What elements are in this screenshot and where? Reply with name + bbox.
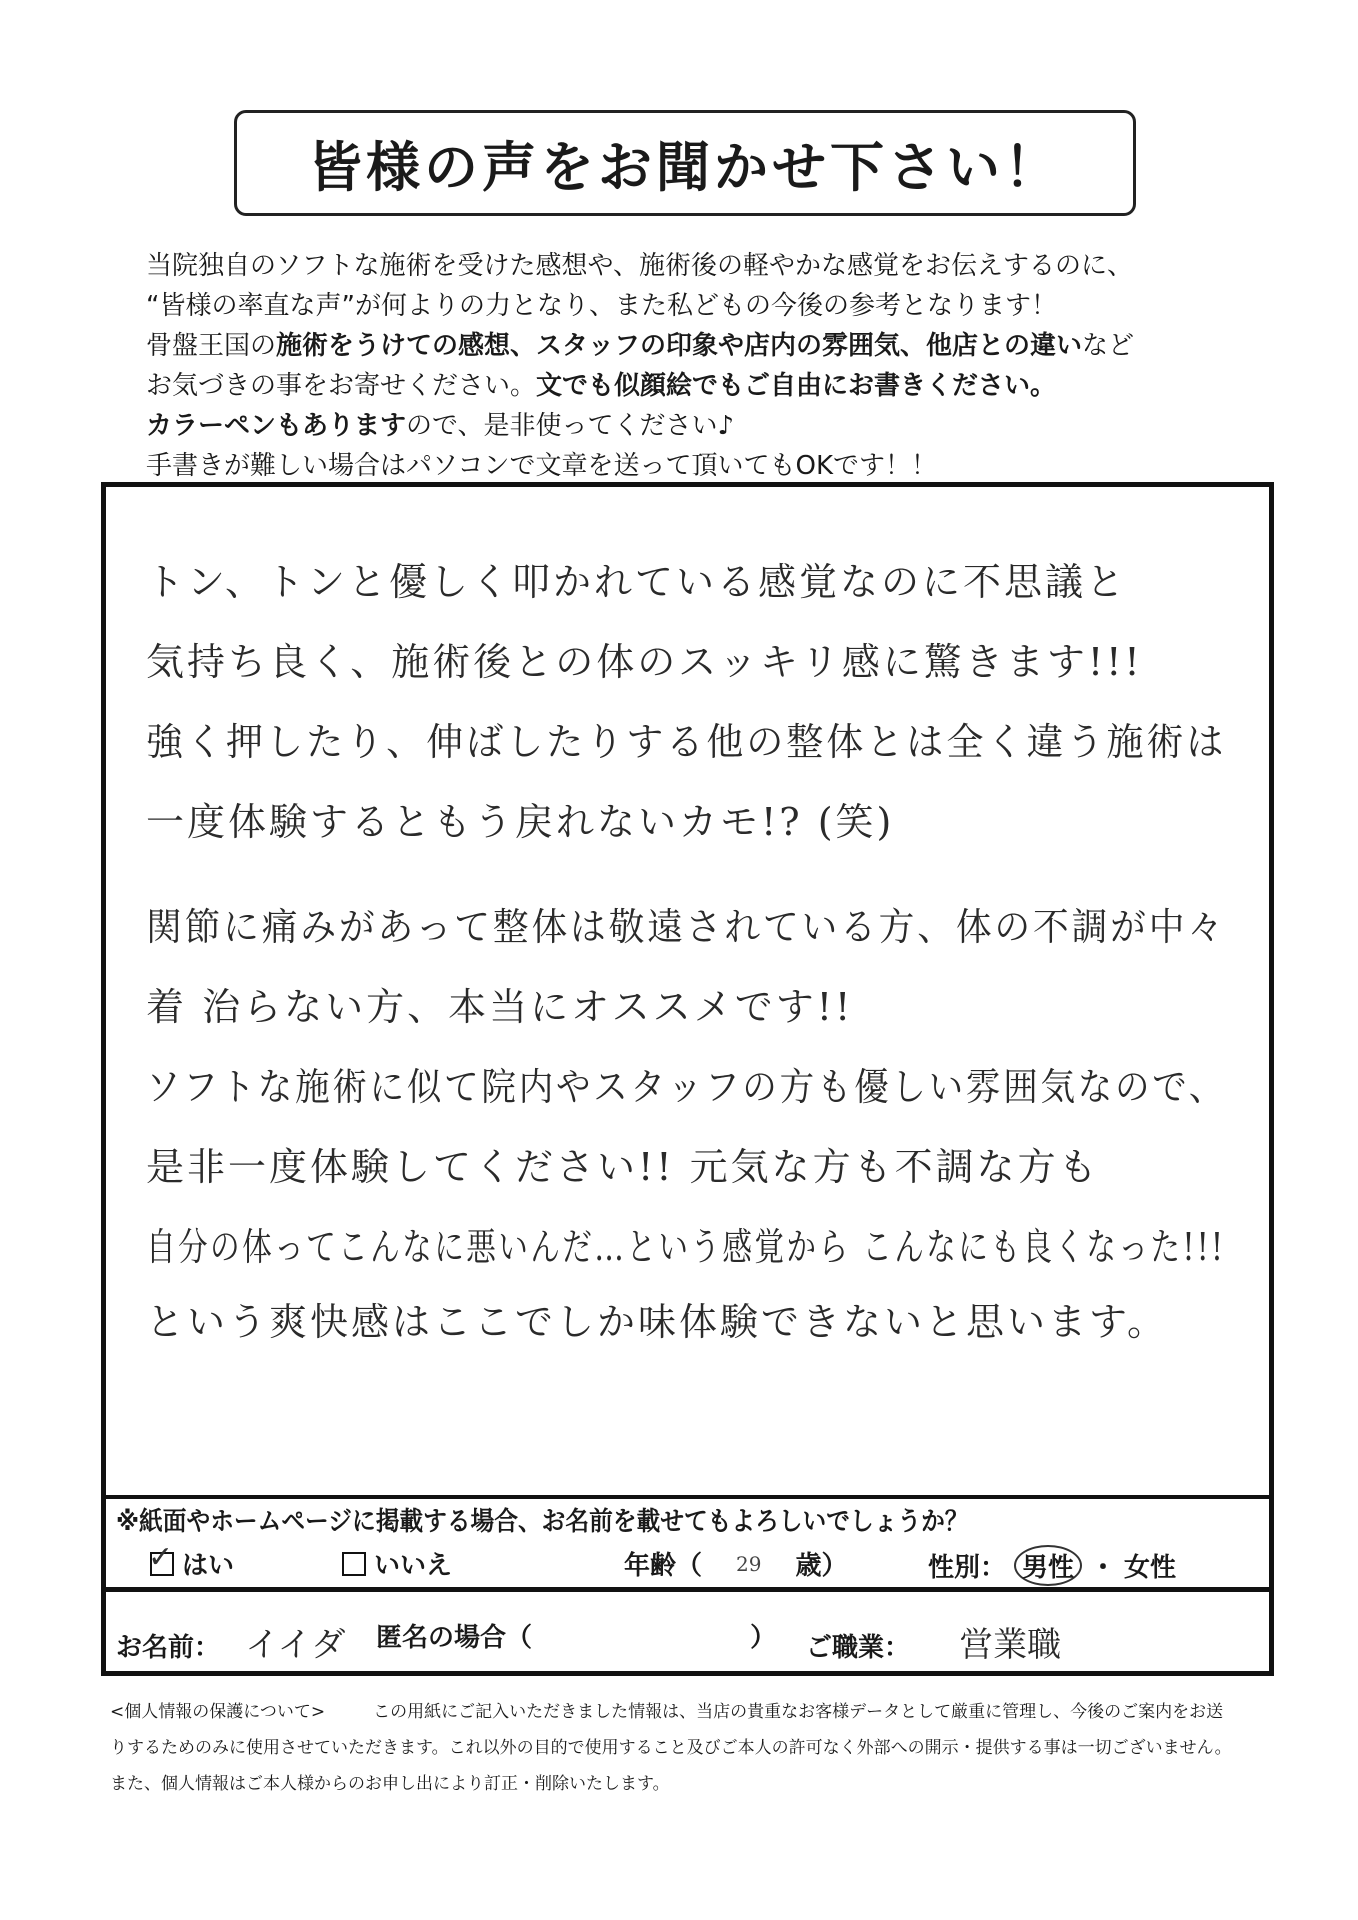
age-suffix: 歳） xyxy=(795,1551,848,1581)
intro-line-5b: ので、是非使ってください♪ xyxy=(406,411,735,441)
intro-line-5a: カラーペンもあります xyxy=(146,411,407,441)
comment-line: 着 治らない方、本当にオススメです!! xyxy=(146,985,854,1029)
intro-line-1: 当院独自のソフトな施術を受けた感想や、施術後の軽やかな感覚をお伝えするのに、 xyxy=(146,251,1133,281)
privacy-notice xyxy=(110,1694,1260,1802)
intro-line xyxy=(146,366,1266,406)
intro-line-2: “皆様の率直な声”が何よりの力となり、また私どもの今後の参考となります！ xyxy=(146,291,1057,321)
gender-field[interactable] xyxy=(928,1545,1176,1586)
intro-line xyxy=(146,446,1266,486)
comment-line: ソフトな施術に似て院内やスタッフの方も優しい雰囲気なので、 xyxy=(146,1065,1227,1109)
occupation-value: 営業職 xyxy=(959,1625,1062,1665)
comment-line: 関節に痛みがあって整体は敬遠されている方、体の不調が中々 xyxy=(146,905,1226,949)
age-label: 年齢（ xyxy=(624,1551,703,1581)
consent-question: ※紙面やホームページに掲載する場合、お名前を載せてもよろしいでしょうか？ xyxy=(116,1507,969,1537)
gender-separator: ・ xyxy=(1090,1553,1117,1583)
intro-line-6: 手書きが難しい場合はパソコンで文章を送って頂いてもOKです！！ xyxy=(146,451,937,481)
name-value: イイダ xyxy=(245,1625,346,1665)
intro-line xyxy=(146,326,1266,366)
title-box xyxy=(234,110,1136,216)
intro-line-4a: お気づきの事をお寄せください。 xyxy=(146,371,537,401)
consent-no-label: いいえ xyxy=(374,1551,453,1581)
intro-text xyxy=(146,246,1266,486)
comment-line: 自分の体ってこんなに悪いんだ…という感覚から こんなにも良くなった!!! xyxy=(146,1225,1226,1269)
occupation-field[interactable] xyxy=(806,1617,1061,1666)
anonymous-label: 匿名の場合（ xyxy=(376,1623,533,1653)
name-field[interactable] xyxy=(116,1617,345,1666)
comment-line: 気持ち良く、施術後との体のスッキリ感に驚きます!!! xyxy=(146,640,1143,684)
gender-male-option[interactable]: 男性 xyxy=(1014,1545,1082,1586)
page-title: 皆様の声をお聞かせ下さい！ xyxy=(308,135,1062,199)
privacy-line xyxy=(110,1730,1260,1766)
comment-line: という爽快感はここでしか味体験できないと思います。 xyxy=(146,1300,1168,1344)
privacy-line xyxy=(110,1694,1260,1730)
privacy-line xyxy=(110,1766,1260,1802)
comment-line: 強く押したり、伸ばしたりする他の整体とは全く違う施術は xyxy=(146,720,1227,764)
intro-line-3c: など xyxy=(1082,331,1135,361)
intro-line xyxy=(146,246,1266,286)
occupation-label: ご職業： xyxy=(806,1633,911,1663)
privacy-heading: <個人情報の保護について> xyxy=(110,1702,326,1722)
anonymous-close: ） xyxy=(750,1623,777,1653)
comment-line: 是非一度体験してください!! 元気な方も不調な方も xyxy=(146,1145,1100,1189)
publish-consent-section xyxy=(116,1503,1256,1585)
checkbox-no[interactable] xyxy=(342,1552,366,1576)
anonymous-field[interactable] xyxy=(376,1617,776,1654)
consent-options xyxy=(116,1541,1256,1585)
check-icon: ✓ xyxy=(148,1539,174,1575)
comment-form-frame xyxy=(101,482,1274,1676)
privacy-text-2: りするためのみに使用させていただきます。これ以外の目的で使用すること及びご本人の許可なく外部への開示・提供する事は一切ございません。 xyxy=(110,1738,1232,1758)
consent-yes-option[interactable] xyxy=(148,1539,235,1582)
intro-line xyxy=(146,286,1266,326)
intro-line-3b: 施術をうけての感想、スタッフの印象や店内の雰囲気、他店との違い xyxy=(276,331,1083,361)
consent-no-option[interactable] xyxy=(342,1545,452,1582)
privacy-text-1: この用紙にご記入いただきました情報は、当店の貴重なお客様データとして厳重に管理し、今後のご案内をお送 xyxy=(373,1702,1224,1722)
age-field[interactable] xyxy=(624,1545,847,1582)
intro-line-3a: 骨盤王国の xyxy=(146,331,277,361)
intro-line xyxy=(146,406,1266,446)
intro-line-4b: 文でも似顔絵でもご自由にお書きください。 xyxy=(536,371,1057,401)
age-value: 29 xyxy=(736,1551,762,1576)
divider xyxy=(106,1587,1269,1592)
gender-female-option[interactable]: 女性 xyxy=(1124,1553,1177,1583)
comment-line: 一度体験するともう戻れないカモ!? (笑) xyxy=(146,800,895,844)
comment-line: トン、トンと優しく叩かれている感覚なのに不思議と xyxy=(146,560,1127,604)
consent-yes-label: はい xyxy=(182,1551,235,1581)
name-row xyxy=(116,1607,1256,1667)
name-label: お名前： xyxy=(116,1633,221,1663)
gender-label: 性別： xyxy=(928,1553,1007,1583)
divider xyxy=(106,1495,1269,1499)
privacy-text-3: また、個人情報はご本人様からのお申し出により訂正・削除いたします。 xyxy=(110,1774,670,1794)
checkbox-yes[interactable] xyxy=(148,1539,174,1576)
